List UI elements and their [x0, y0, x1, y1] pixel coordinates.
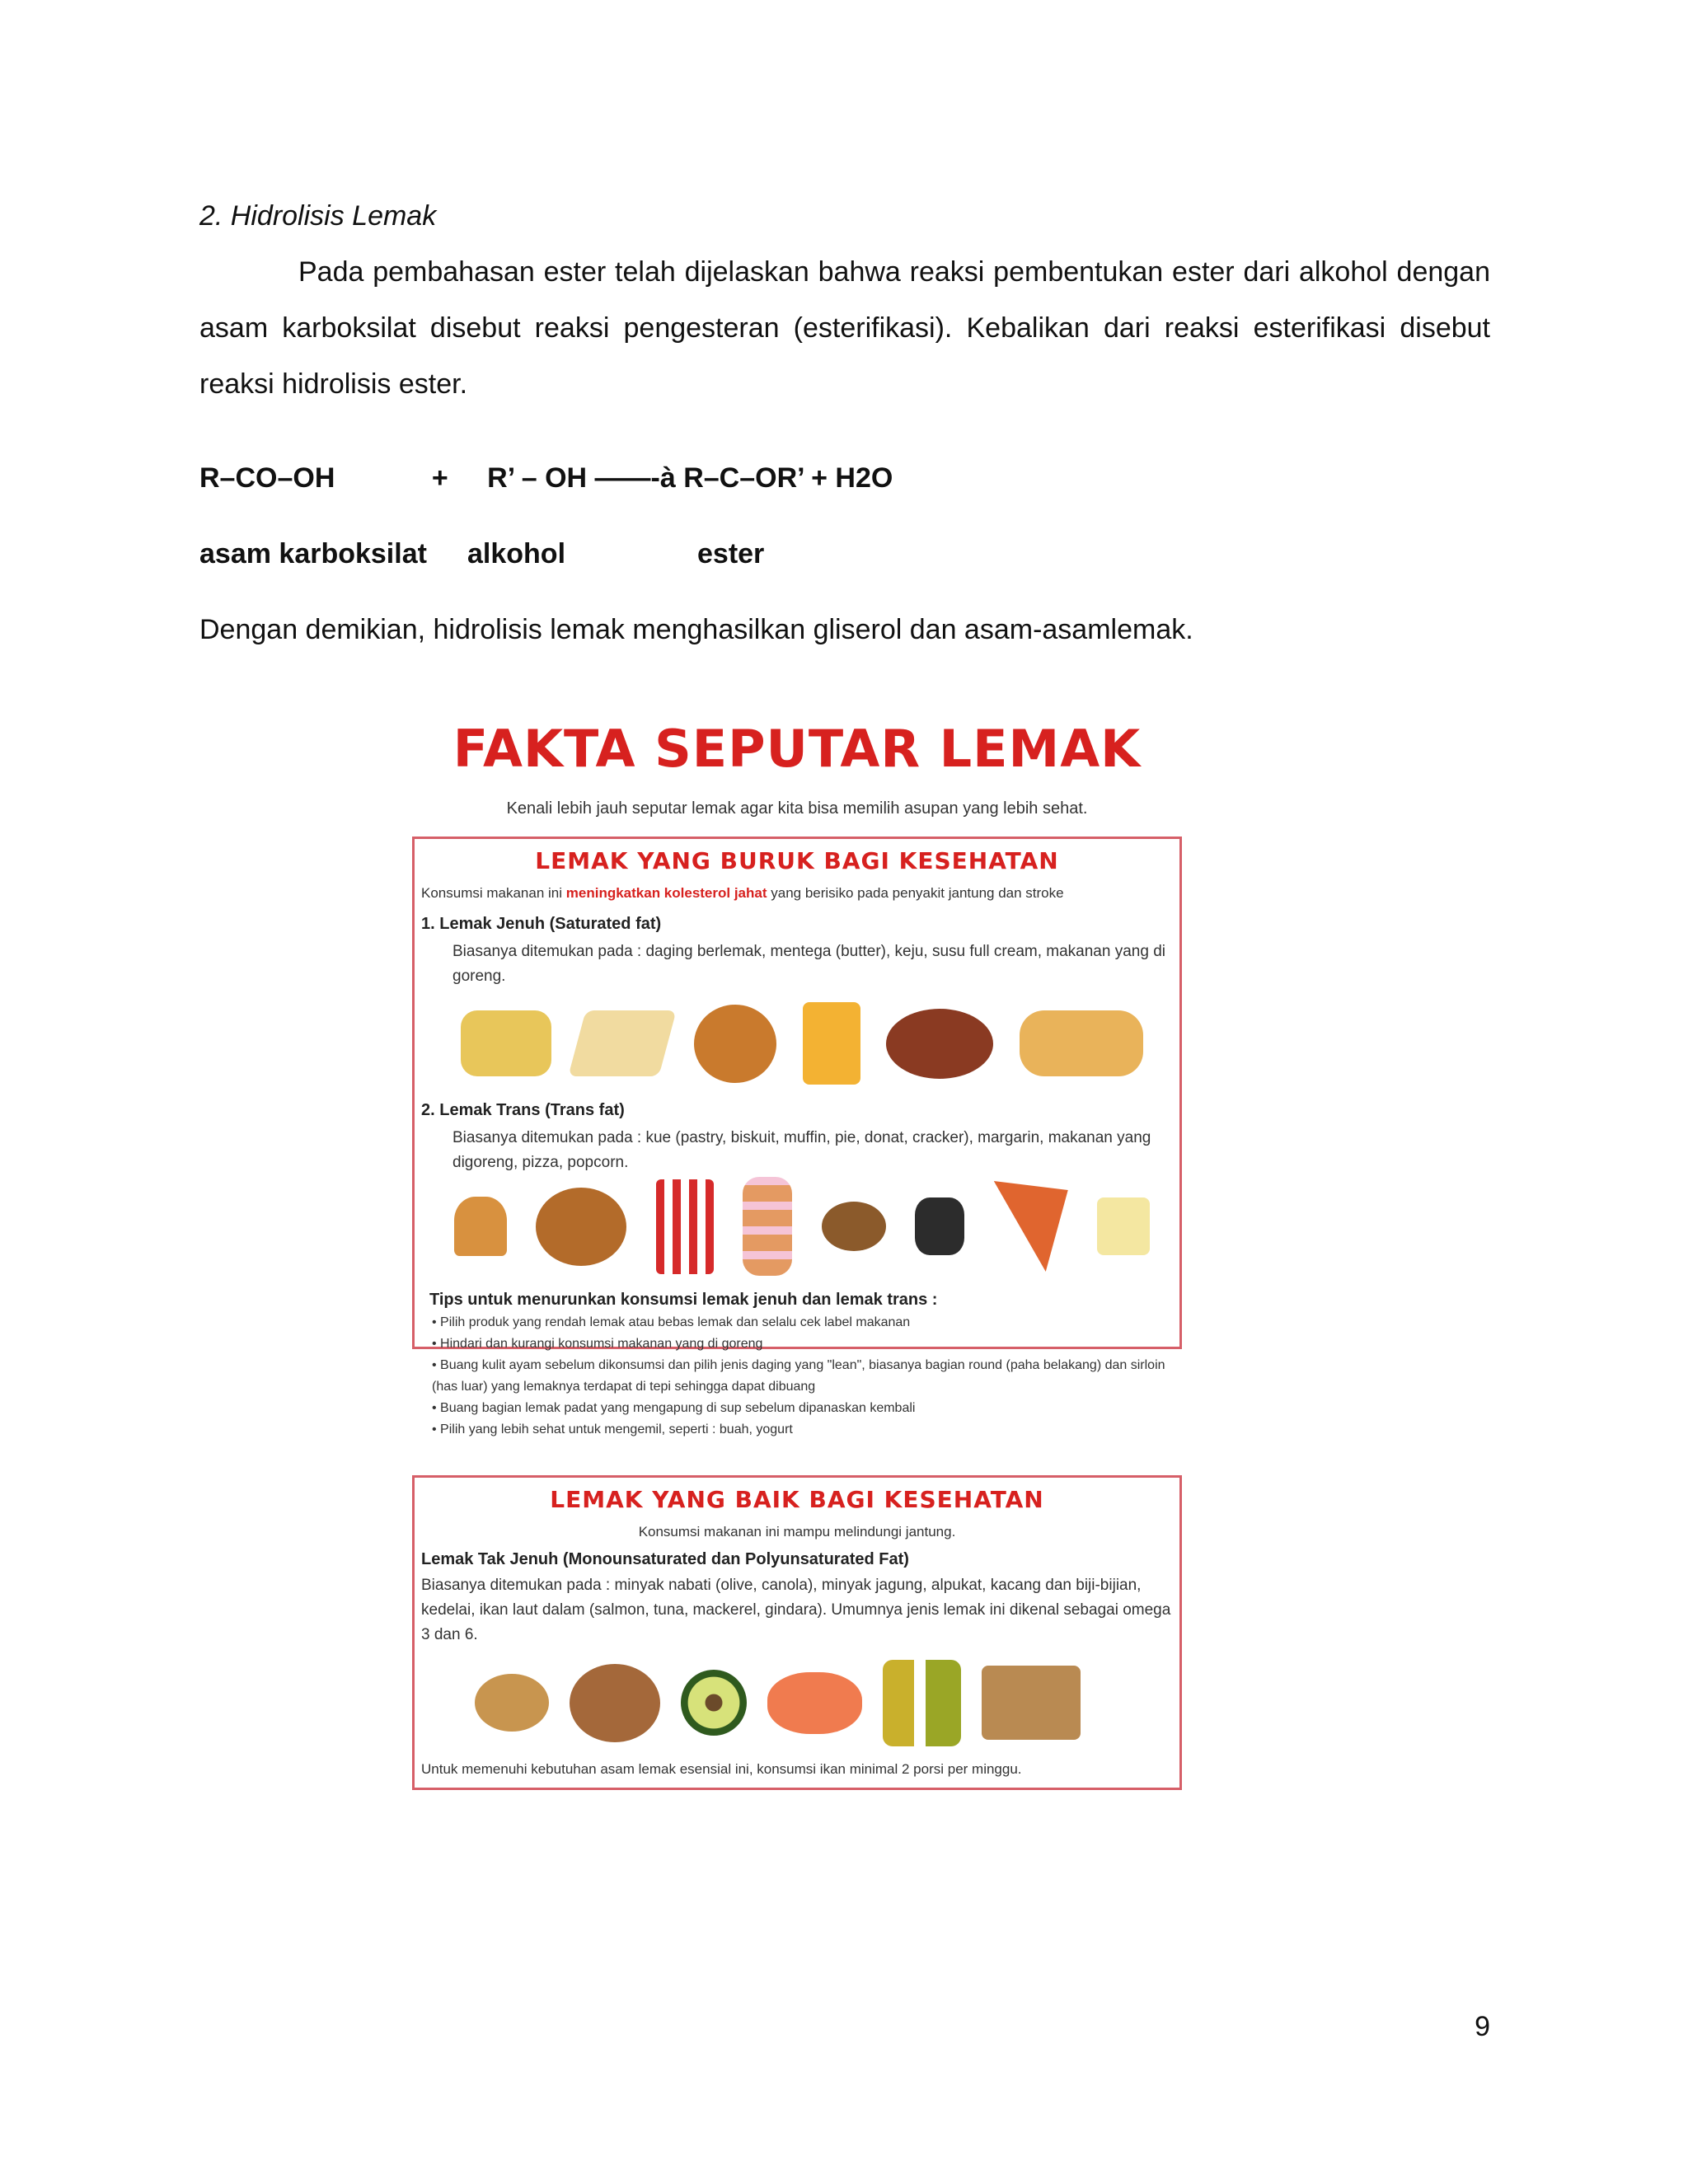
bread-image — [982, 1666, 1081, 1740]
tip-text: Buang bagian lemak padat yang mengapung di sup sebelum dipanaskan kembali — [440, 1401, 916, 1415]
intro-paragraph — [199, 244, 1490, 412]
oil-bottles-image — [883, 1660, 961, 1746]
saturated-fat-heading: 1. Lemak Jenuh (Saturated fat) — [421, 915, 662, 933]
label-asam-karboksilat: asam karboksilat — [199, 538, 427, 569]
tip-text: Pilih produk yang rendah lemak atau bebas lemak dan selalu cek label makanan — [440, 1315, 911, 1329]
tips-block — [415, 1312, 1179, 1441]
trans-food-images — [439, 1173, 1165, 1280]
tips-heading: Tips untuk menurunkan konsumsi lemak jenuh dan lemak trans : — [429, 1291, 938, 1309]
unsaturated-fat-heading: Lemak Tak Jenuh (Monounsaturated dan Polyunsaturated Fat) — [421, 1550, 909, 1568]
saturated-food-images — [448, 994, 1156, 1093]
bad-intro-c: yang berisiko pada penyakit jantung dan stroke — [767, 885, 1064, 901]
good-food-images — [464, 1657, 1090, 1748]
plus-sign: + — [431, 462, 448, 494]
infographic-subtitle: Kenali lebih jauh seputar lemak agar kita bisa memilih asupan yang lebih sehat. — [506, 799, 1088, 818]
reactant-1: R–CO–OH — [199, 462, 335, 494]
tip-item: • Pilih produk yang rendah lemak atau bebas lemak dan selalu cek label makanan — [432, 1315, 911, 1329]
trans-fat-text: Biasanya ditemukan pada : kue (pastry, biskuit, muffin, pie, donat, cracker), margarin, makanan yang digoreng, pizza, popcorn. — [452, 1129, 1151, 1171]
nuts-mix-image — [570, 1664, 660, 1742]
saturated-fat-text: Biasanya ditemukan pada : daging berlemak, mentega (butter), keju, susu full cream, makanan yang di goreng. — [452, 943, 1165, 985]
toast-butter-image — [1020, 1010, 1143, 1076]
good-fats-footer: Untuk memenuhi kebutuhan asam lemak esensial ini, konsumsi ikan minimal 2 porsi per minggu. — [421, 1761, 1022, 1777]
reaction-rest: R’ – OH ——-à R–C–OR’ + H2O — [487, 462, 893, 494]
fried-chicken-image — [694, 1005, 776, 1083]
tip-item: • Buang bagian lemak padat yang mengapung di sup sebelum dipanaskan kembali — [432, 1401, 916, 1415]
bad-intro-a: Konsumsi makanan ini — [421, 885, 566, 901]
donut-stack-image — [743, 1177, 792, 1276]
fries-image — [803, 1002, 860, 1085]
section-title: 2. Hidrolisis Lemak — [199, 200, 437, 232]
good-fats-heading: LEMAK YANG BAIK BAGI KESEHATAN — [550, 1486, 1044, 1513]
tip-item: • Pilih yang lebih sehat untuk mengemil, seperti : buah, yogurt — [432, 1422, 793, 1436]
cheese-image — [461, 1010, 551, 1076]
tip-text: Pilih yang lebih sehat untuk mengemil, seperti : buah, yogurt — [440, 1422, 793, 1436]
good-fats-box — [412, 1475, 1182, 1790]
good-fats-intro: Konsumsi makanan ini mampu melindungi jantung. — [638, 1524, 956, 1540]
bad-fats-heading: LEMAK YANG BURUK BAGI KESEHATAN — [535, 847, 1059, 874]
tip-item: • Hindari dan kurangi konsumsi makanan yang di goreng — [432, 1337, 763, 1351]
label-ester: ester — [697, 538, 765, 569]
bad-fats-box — [412, 837, 1182, 1349]
reaction-equation — [199, 450, 893, 506]
avocado-image — [681, 1670, 747, 1736]
popcorn-image — [656, 1179, 714, 1274]
tip-item: • Buang kulit ayam sebelum dikonsumsi dan pilih jenis daging yang "lean", biasanya bagian round (paha belakang) dan sirloin (has luar) yang lemaknya terdapat di tepi sehingga dapat dibuang — [432, 1358, 1165, 1394]
chicken-drumsticks-image — [886, 1009, 993, 1079]
bad-intro-highlight: meningkatkan kolesterol jahat — [565, 885, 767, 901]
pastry-basket-image — [536, 1188, 626, 1266]
intro-paragraph-text: Pada pembahasan ester telah dijelaskan bahwa reaksi pembentukan ester dari alkohol dengan asam karboksilat disebut reaksi pengesteran (esterifikasi). Kebalikan dari reaksi esterifikasi disebut reaksi hidrolisis ester. — [199, 256, 1490, 400]
margarine-image — [1097, 1197, 1150, 1255]
tip-text: Buang kulit ayam sebelum dikonsumsi dan pilih jenis daging yang "lean", biasanya bagian round (paha belakang) dan sirloin (has luar) yang lemaknya terdapat di tepi sehingga dapat dibuang — [432, 1358, 1165, 1394]
label-alkohol: alkohol — [467, 538, 566, 569]
pizza-image — [994, 1181, 1068, 1272]
infographic — [396, 701, 1198, 1817]
salmon-image — [767, 1672, 862, 1734]
conclusion-text: Dengan demikian, hidrolisis lemak menghasilkan gliserol dan asam-asamlemak. — [199, 614, 1193, 645]
bad-fats-intro — [421, 882, 1064, 905]
cookies-image — [822, 1202, 886, 1251]
page-number: 9 — [1475, 2011, 1490, 2042]
unsaturated-fat-text: Biasanya ditemukan pada : minyak nabati (olive, canola), minyak jagung, alpukat, kacang dan biji-bijian, kedelai, ikan laut dalam (salmon, tuna, mackerel, gindara). Umumnya jenis lemak ini dikenal sebagai omega 3 dan 6. — [421, 1577, 1171, 1643]
walnuts-image — [475, 1674, 549, 1732]
cheese-slices-image — [569, 1010, 677, 1076]
trans-fat-heading: 2. Lemak Trans (Trans fat) — [421, 1101, 625, 1119]
muffin-image — [454, 1197, 507, 1256]
tip-text: Hindari dan kurangi konsumsi makanan yang di goreng — [440, 1337, 763, 1351]
oreo-image — [915, 1197, 964, 1255]
infographic-title: FAKTA SEPUTAR LEMAK — [452, 719, 1142, 779]
